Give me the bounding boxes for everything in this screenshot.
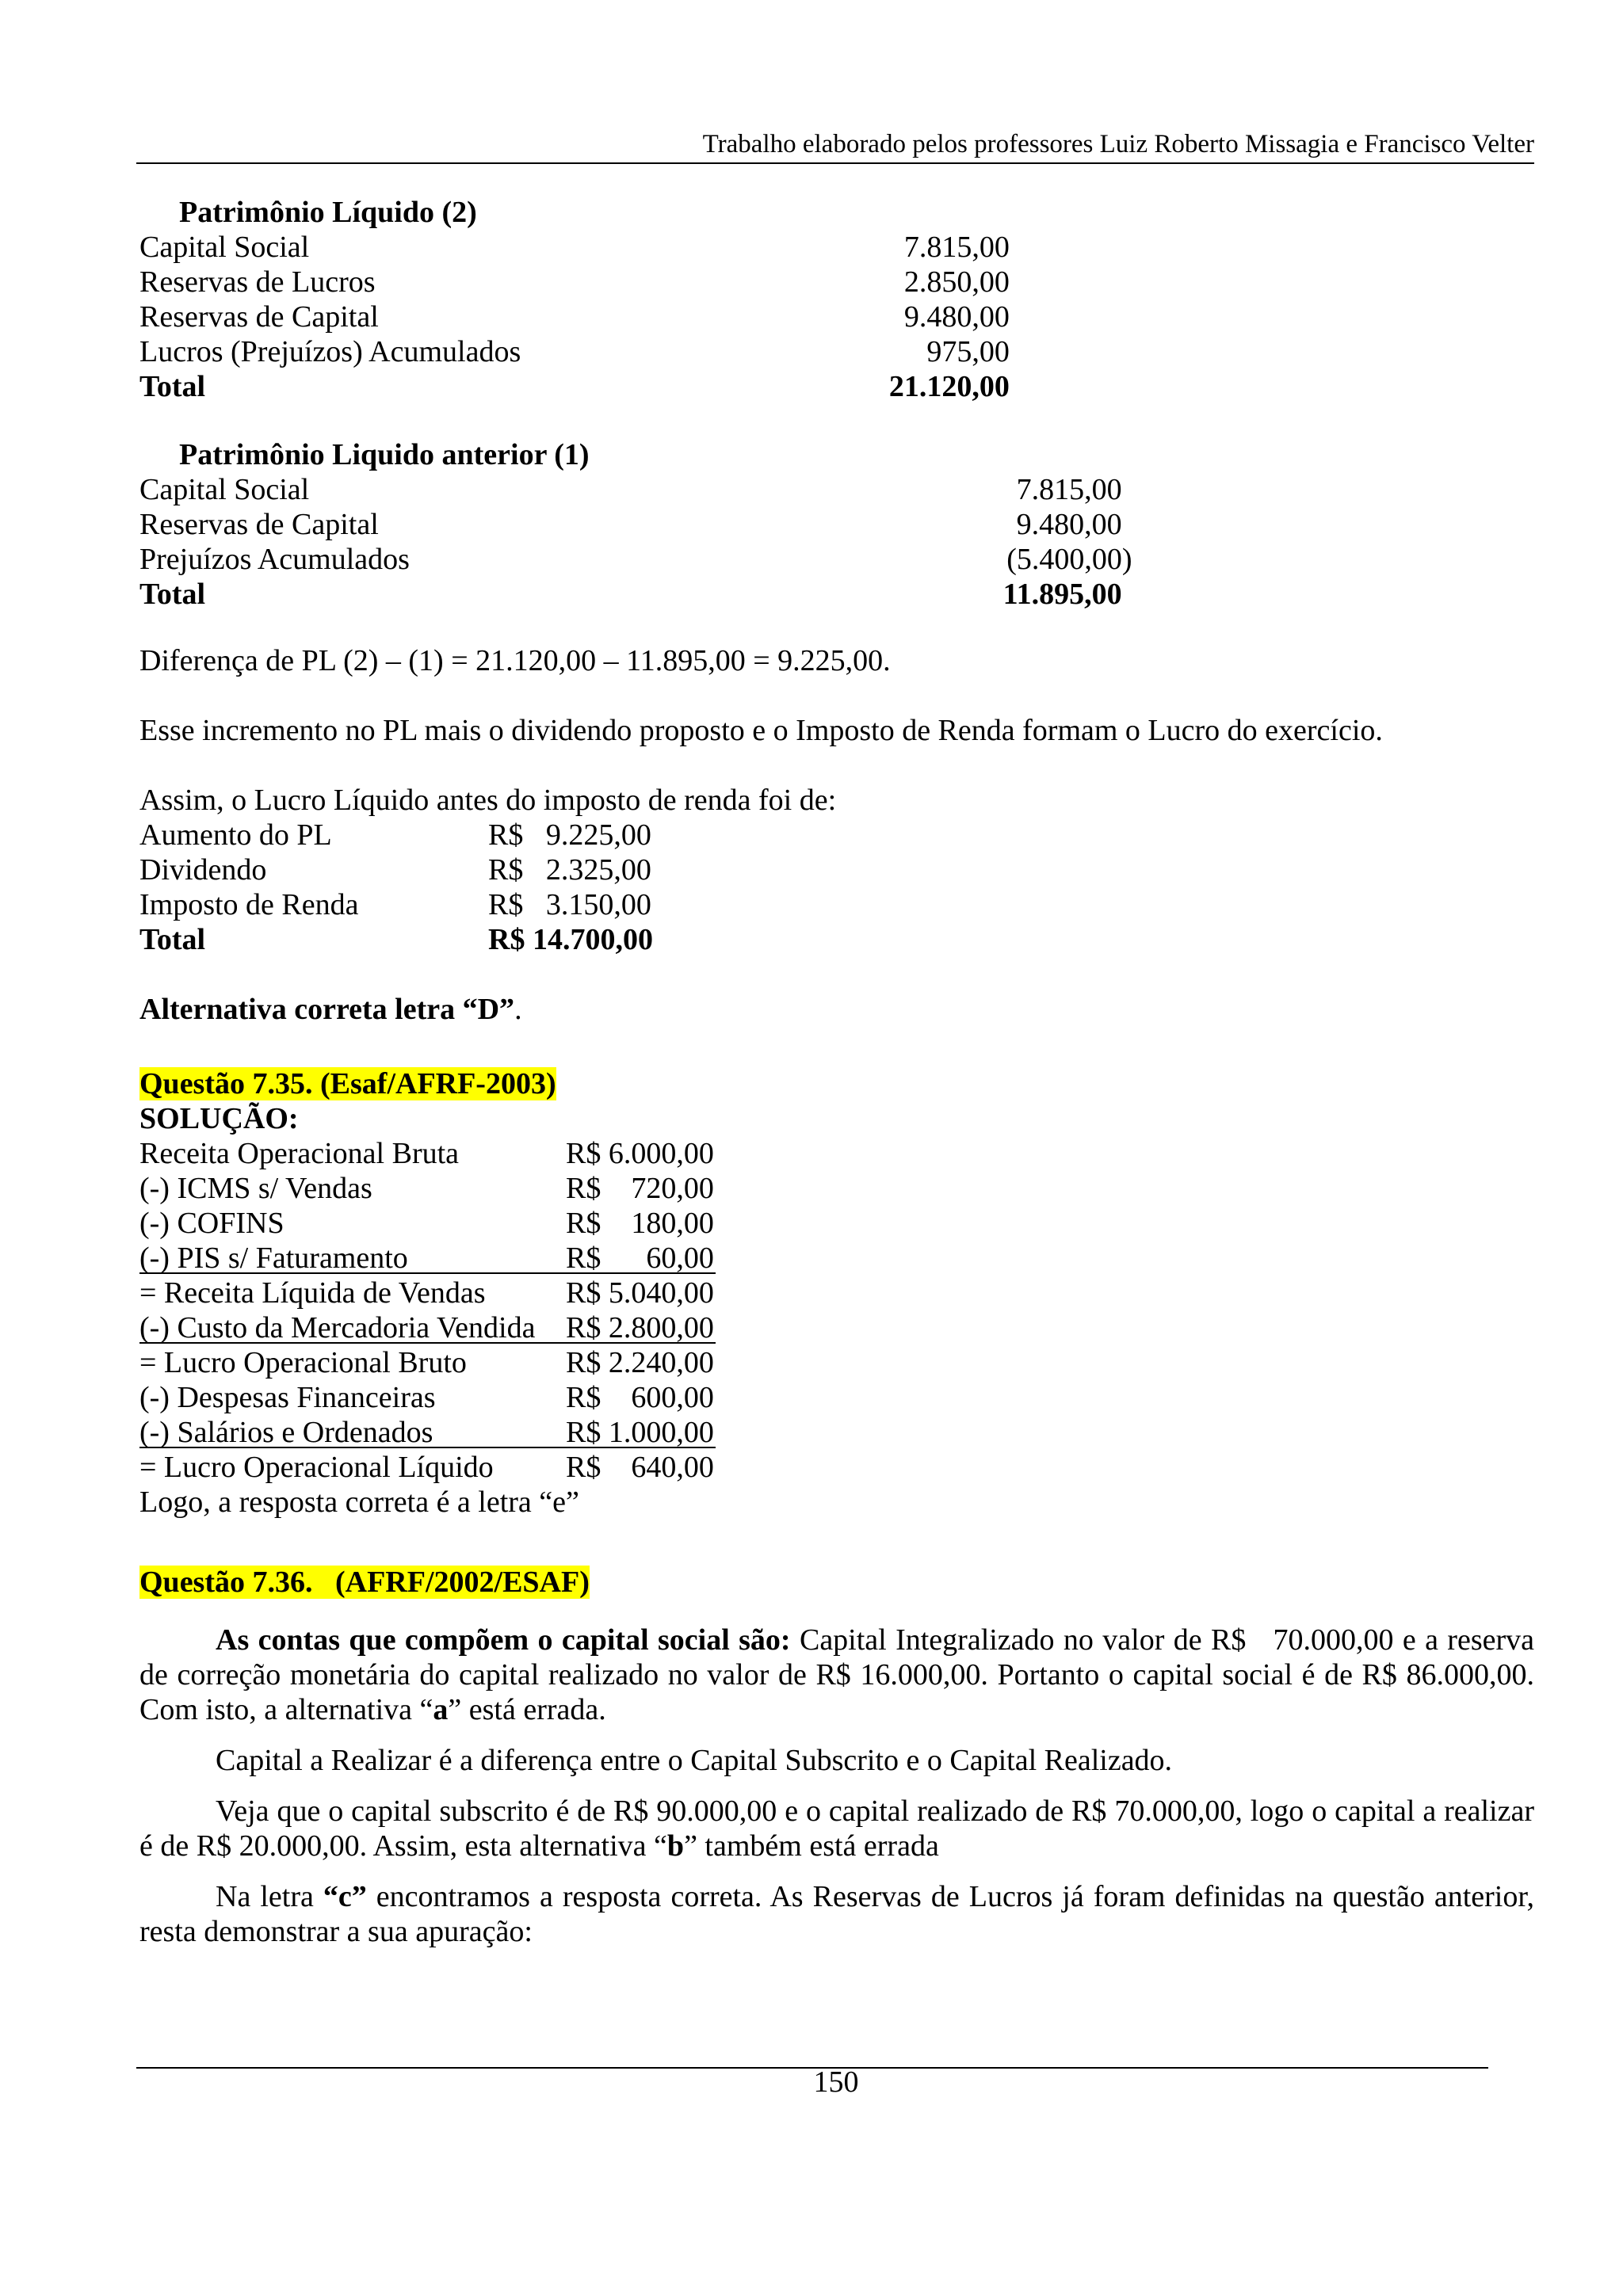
row-value: R$ 2.240,00 bbox=[566, 1346, 714, 1379]
q736-paragraph-2: Capital a Realizar é a diferença entre o Capital Subscrito e o Capital Realizado. bbox=[216, 1744, 1173, 1777]
row-value: R$ 6.000,00 bbox=[566, 1137, 714, 1170]
pl1-block bbox=[139, 437, 1132, 612]
row-value: R$ 9.225,00 bbox=[488, 818, 651, 852]
p1-bold: As contas que compõem o capital social são: bbox=[216, 1623, 791, 1657]
row-value: 9.480,00 bbox=[903, 300, 1010, 334]
alternative-d-tail: . bbox=[514, 993, 522, 1026]
row-value: R$ 180,00 bbox=[566, 1207, 714, 1240]
table-row bbox=[139, 1450, 714, 1485]
table-row bbox=[139, 1206, 714, 1241]
table-row bbox=[139, 1241, 714, 1276]
table-row bbox=[139, 299, 1010, 334]
table-row bbox=[139, 334, 1010, 369]
row-value: R$ 2.800,00 bbox=[566, 1311, 714, 1344]
p3-bold-letter: b bbox=[666, 1829, 685, 1863]
table-row bbox=[139, 1380, 714, 1415]
row-value: 7.815,00 bbox=[903, 231, 1010, 264]
table-row bbox=[139, 1310, 714, 1345]
table-row bbox=[139, 230, 1010, 265]
pl1-title: Patrimônio Liquido anterior (1) bbox=[179, 438, 590, 471]
subtotal-underline bbox=[139, 1447, 716, 1448]
row-label: (-) COFINS bbox=[139, 1207, 285, 1240]
pl2-block bbox=[139, 195, 1010, 404]
row-value: 975,00 bbox=[926, 335, 1010, 368]
row-label: Reservas de Lucros bbox=[139, 265, 376, 299]
total-value: 11.895,00 bbox=[1002, 578, 1122, 611]
row-label: Reservas de Capital bbox=[139, 300, 379, 334]
p1-text: Capital Integralizado no valor de R$ 70.000,00 e a reserva de correção monetária do capital realizado no valor de R$ 16.000,00. Portanto o capital social é de R$ 86.000,00. Com isto, a alternativa “ bbox=[139, 1623, 1542, 1726]
subtotal-underline bbox=[139, 1342, 716, 1344]
table-row bbox=[139, 1136, 714, 1171]
table-row bbox=[139, 265, 1010, 299]
row-value: 2.850,00 bbox=[903, 265, 1010, 299]
row-value: R$ 3.150,00 bbox=[488, 888, 651, 921]
subtotal-underline bbox=[139, 1272, 716, 1274]
row-label: (-) Custo da Mercadoria Vendida bbox=[139, 1311, 536, 1344]
row-label: (-) ICMS s/ Vendas bbox=[139, 1172, 372, 1205]
row-label: Prejuízos Acumulados bbox=[139, 543, 410, 576]
total-value: 21.120,00 bbox=[888, 370, 1010, 403]
table-row bbox=[139, 507, 1122, 542]
row-value: R$ 720,00 bbox=[566, 1172, 714, 1205]
q736-paragraph-1 bbox=[139, 1623, 1542, 1727]
row-value: (5.400,00) bbox=[1006, 543, 1132, 576]
row-label: Imposto de Renda bbox=[139, 888, 359, 921]
q736-title-row bbox=[139, 1565, 1534, 1600]
row-value: R$ 1.000,00 bbox=[566, 1416, 714, 1449]
total-row bbox=[139, 577, 1122, 612]
total-label: Total bbox=[139, 923, 206, 956]
table-row bbox=[139, 1276, 714, 1310]
p4-text: Na letra bbox=[216, 1880, 323, 1913]
q735-block bbox=[139, 1066, 714, 1520]
total-value: R$ 14.700,00 bbox=[488, 923, 653, 956]
difference-text: Diferença de PL (2) – (1) = 21.120,00 – 11.895,00 = 9.225,00. bbox=[139, 644, 891, 677]
p4-text-end: encontramos a resposta correta. As Reservas de Lucros já foram definidas na questão anterior, resta demonstrar a sua apuração: bbox=[139, 1880, 1534, 1948]
row-value: R$ 2.325,00 bbox=[488, 853, 651, 887]
solucao-label: SOLUÇÃO: bbox=[139, 1102, 299, 1135]
q736-paragraph-4 bbox=[139, 1879, 1534, 1949]
row-label: = Receita Líquida de Vendas bbox=[139, 1276, 486, 1310]
lucro-intro: Assim, o Lucro Líquido antes do imposto de renda foi de: bbox=[139, 784, 837, 817]
total-row bbox=[139, 922, 836, 957]
alternative-d bbox=[139, 992, 1534, 1027]
row-value: R$ 600,00 bbox=[566, 1381, 714, 1414]
row-label: = Lucro Operacional Bruto bbox=[139, 1346, 467, 1379]
table-row bbox=[139, 1415, 714, 1450]
row-label: Receita Operacional Bruta bbox=[139, 1137, 460, 1170]
row-value: R$ 5.040,00 bbox=[566, 1276, 714, 1310]
increment-text: Esse incremento no PL mais o dividendo proposto e o Imposto de Renda formam o Lucro do exercício. bbox=[139, 714, 1383, 747]
q735-title: Questão 7.35. (Esaf/AFRF-2003) bbox=[139, 1067, 556, 1100]
row-value: R$ 640,00 bbox=[566, 1451, 714, 1484]
lucro-block bbox=[139, 783, 836, 957]
q735-conclusion: Logo, a resposta correta é a letra “e” bbox=[139, 1486, 579, 1519]
row-label: Aumento do PL bbox=[139, 818, 332, 852]
total-label: Total bbox=[139, 370, 206, 403]
running-header: Trabalho elaborado pelos professores Luiz Roberto Missagia e Francisco Velter bbox=[702, 130, 1534, 158]
q735-title-row bbox=[139, 1066, 579, 1101]
pl2-title: Patrimônio Líquido (2) bbox=[179, 196, 477, 229]
table-row bbox=[139, 1345, 714, 1380]
row-label: (-) Salários e Ordenados bbox=[139, 1416, 433, 1449]
table-row bbox=[139, 472, 1122, 507]
table-row bbox=[139, 887, 836, 922]
p3-text-end: ” também está errada bbox=[684, 1829, 939, 1863]
row-label: = Lucro Operacional Líquido bbox=[139, 1451, 494, 1484]
row-label: (-) PIS s/ Faturamento bbox=[139, 1241, 408, 1275]
row-label: Capital Social bbox=[139, 231, 310, 264]
row-label: Lucros (Prejuízos) Acumulados bbox=[139, 335, 521, 368]
p3-text: Veja que o capital subscrito é de R$ 90.000,00 e o capital realizado de R$ 70.000,00, logo o capital a realizar é de R$ 20.000,00. Assim, esta alternativa “ bbox=[139, 1794, 1534, 1863]
header-rule bbox=[136, 162, 1534, 164]
q736-title: Questão 7.36. (AFRF/2002/ESAF) bbox=[139, 1566, 590, 1599]
total-row bbox=[139, 369, 1010, 404]
page-number: 150 bbox=[813, 2065, 859, 2099]
row-value: R$ 60,00 bbox=[566, 1241, 714, 1275]
row-label: Capital Social bbox=[139, 473, 310, 506]
table-row bbox=[139, 818, 836, 852]
table-row bbox=[139, 1171, 714, 1206]
total-label: Total bbox=[139, 578, 206, 611]
p1-text-end: ” está errada. bbox=[448, 1693, 606, 1726]
row-value: 9.480,00 bbox=[1016, 508, 1122, 541]
p1-bold-letter: a bbox=[433, 1693, 449, 1726]
q736-paragraph-3 bbox=[139, 1794, 1534, 1863]
table-row bbox=[139, 852, 836, 887]
table-row bbox=[139, 542, 1132, 577]
p4-bold-letter: “c” bbox=[323, 1880, 367, 1913]
row-label: (-) Despesas Financeiras bbox=[139, 1381, 436, 1414]
row-label: Dividendo bbox=[139, 853, 267, 887]
alternative-d-bold: Alternativa correta letra “D” bbox=[139, 993, 515, 1026]
row-label: Reservas de Capital bbox=[139, 508, 379, 541]
row-value: 7.815,00 bbox=[1016, 473, 1122, 506]
